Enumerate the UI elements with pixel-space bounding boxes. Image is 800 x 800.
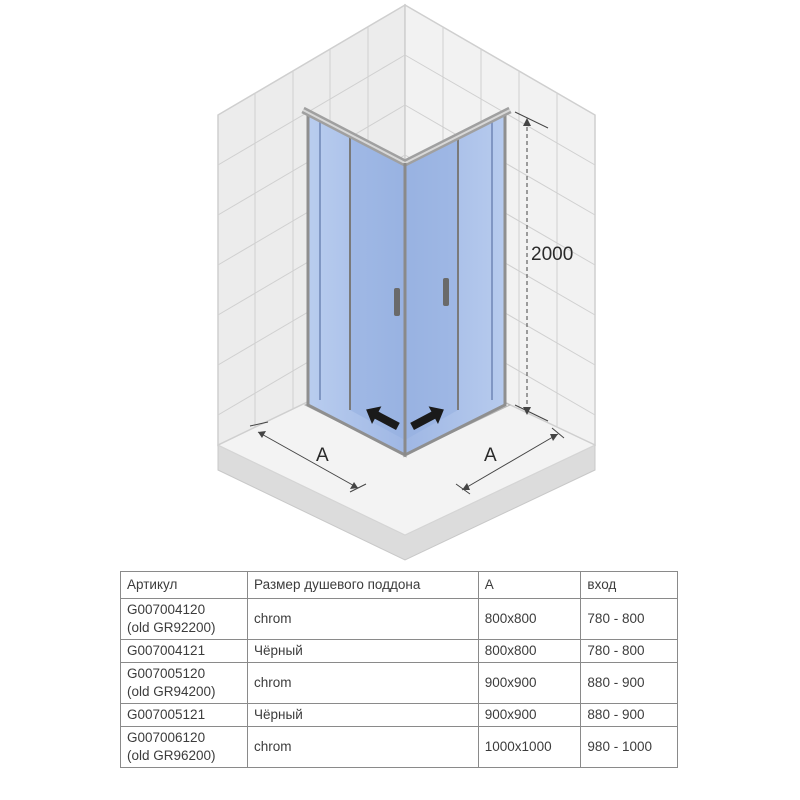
cell-size: Чёрный bbox=[248, 704, 479, 727]
cell-a: 900x900 bbox=[478, 704, 581, 727]
cell-size: chrom bbox=[248, 727, 479, 768]
cell-size: chrom bbox=[248, 599, 479, 640]
cell-size: chrom bbox=[248, 663, 479, 704]
cell-article: G007006120 (old GR96200) bbox=[121, 727, 248, 768]
header-entry: вход bbox=[581, 572, 678, 599]
cell-a: 1000x1000 bbox=[478, 727, 581, 768]
table-row bbox=[121, 599, 678, 640]
cell-article: G007004120 (old GR92200) bbox=[121, 599, 248, 640]
left-sliding-door bbox=[350, 135, 405, 440]
right-door-handle bbox=[443, 278, 449, 306]
cell-entry: 980 - 1000 bbox=[581, 727, 678, 768]
header-article: Артикул bbox=[121, 572, 248, 599]
cell-article: G007004121 bbox=[121, 640, 248, 663]
right-width-label: A bbox=[484, 445, 497, 466]
cell-entry: 780 - 800 bbox=[581, 599, 678, 640]
cell-entry: 880 - 900 bbox=[581, 704, 678, 727]
cell-article: G007005120 (old GR94200) bbox=[121, 663, 248, 704]
cell-article: G007005121 bbox=[121, 704, 248, 727]
cell-a: 800x800 bbox=[478, 640, 581, 663]
height-label: 2000 bbox=[531, 244, 574, 265]
table-row bbox=[121, 663, 678, 704]
table-header-row bbox=[121, 572, 678, 599]
left-door-handle bbox=[394, 288, 400, 316]
table-row bbox=[121, 704, 678, 727]
right-sliding-door bbox=[405, 137, 458, 440]
table-row bbox=[121, 640, 678, 663]
cell-a: 900x900 bbox=[478, 663, 581, 704]
header-a: A bbox=[478, 572, 581, 599]
cell-entry: 780 - 800 bbox=[581, 640, 678, 663]
spec-table bbox=[120, 571, 678, 768]
cell-entry: 880 - 900 bbox=[581, 663, 678, 704]
table-row bbox=[121, 727, 678, 768]
cell-a: 800x800 bbox=[478, 599, 581, 640]
cell-size: Чёрный bbox=[248, 640, 479, 663]
left-width-label: A bbox=[316, 445, 329, 466]
header-tray-size: Размер душевого поддона bbox=[248, 572, 479, 599]
